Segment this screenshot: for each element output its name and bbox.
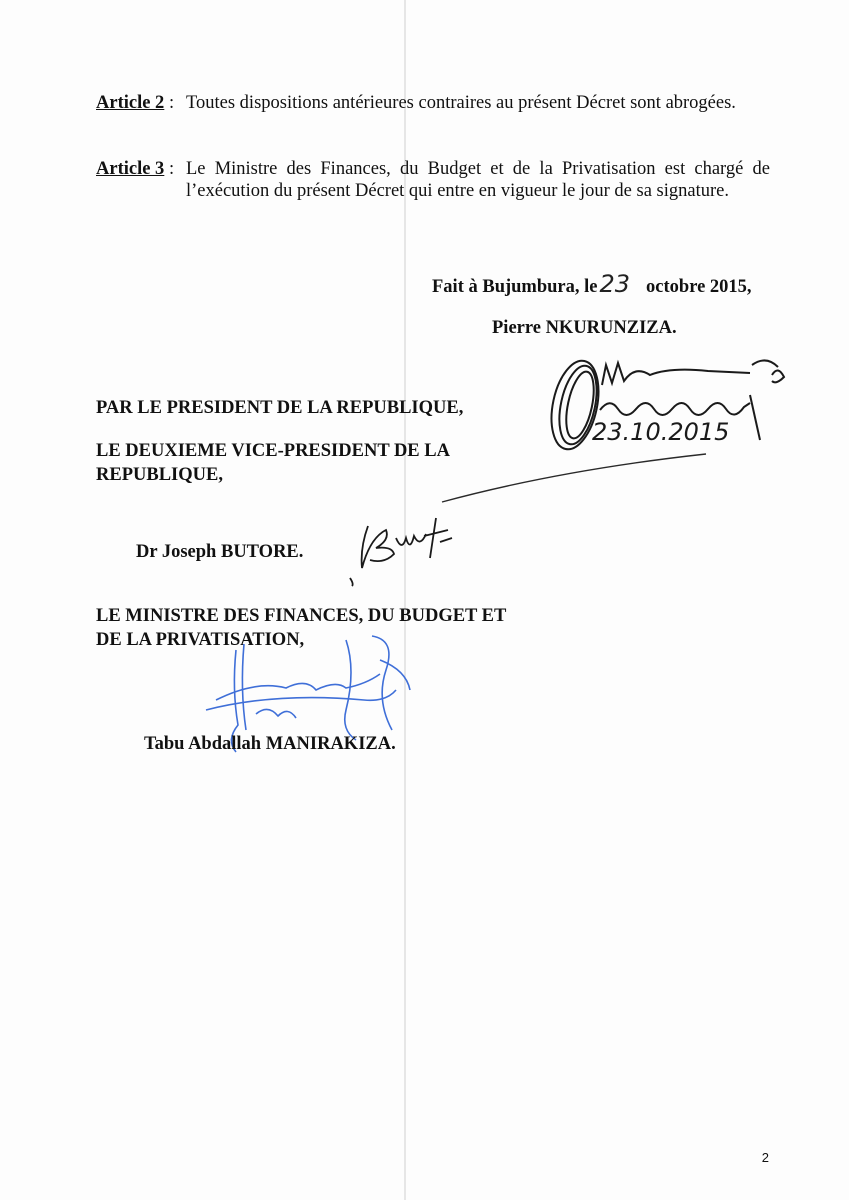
second-vp-title-line-1: LE DEUXIEME VICE-PRESIDENT DE LA bbox=[96, 441, 450, 461]
finance-minister-title-line-1: LE MINISTRE DES FINANCES, DU BUDGET ET bbox=[96, 606, 507, 626]
place-prefix: Fait à Bujumbura, le bbox=[432, 277, 598, 297]
president-signature-date: 23.10.2015 bbox=[592, 418, 730, 446]
article-2-label: Article 2 bbox=[96, 93, 165, 113]
finance-minister-title-line-2: DE LA PRIVATISATION, bbox=[96, 630, 305, 650]
par-le-president: PAR LE PRESIDENT DE LA REPUBLIQUE, bbox=[96, 398, 464, 418]
signature-tail-stroke bbox=[440, 450, 710, 510]
place-date-line bbox=[432, 270, 752, 298]
article-2-text: Toutes dispositions antérieures contraires au présent Décret sont abrogées. bbox=[186, 93, 736, 113]
article-3-label: Article 3 bbox=[96, 159, 165, 179]
place-suffix: octobre 2015, bbox=[646, 277, 752, 297]
article-3-text: Le Ministre des Finances, du Budget et de la Privatisation est chargé de l’exécution du présent Décret qui entre en vigueur le jour de sa signature. bbox=[186, 159, 770, 201]
article-3: Article 3 : Le Ministre des Finances, du Budget et de la Privatisation est chargé de l’exécution du présent Décret qui entre en vigueur le jour de sa signature. bbox=[96, 159, 770, 201]
second-vp-title-line-2: REPUBLIQUE, bbox=[96, 465, 223, 485]
handwritten-day: 23 bbox=[599, 270, 631, 298]
page-number: 2 bbox=[761, 1150, 769, 1165]
article-2: Article 2 : Toutes dispositions antérieures contraires au présent Décret sont abrogées. bbox=[96, 92, 770, 138]
president-signature bbox=[540, 345, 790, 455]
second-vp-signature bbox=[340, 508, 470, 588]
finance-minister-name: Tabu Abdallah MANIRAKIZA. bbox=[144, 734, 396, 754]
president-name: Pierre NKURUNZIZA. bbox=[492, 318, 677, 338]
second-vp-name: Dr Joseph BUTORE. bbox=[136, 542, 304, 562]
